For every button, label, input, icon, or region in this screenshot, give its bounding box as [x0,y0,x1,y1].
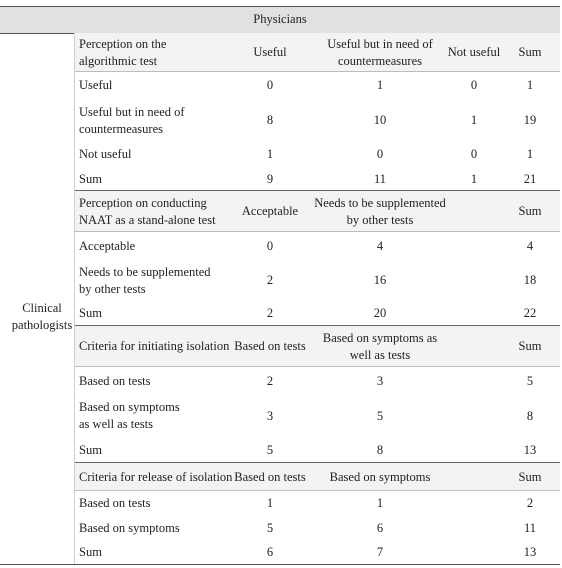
row-label: Sum [79,544,102,559]
table-cell: 19 [523,113,537,127]
header-rule [75,366,560,367]
column-header: Not useful [447,45,501,59]
table-cell: 8 [376,442,384,457]
table-cell: 2 [266,306,274,320]
column-header: Based on tests [234,339,306,353]
table-header [0,6,560,34]
section-header-label: Criteria for release of isolation [79,469,233,484]
table-cell: 0 [266,238,274,253]
row-label: Acceptable [79,238,136,253]
row-label: Based on tests [79,496,151,510]
table-cell: 1 [470,113,478,127]
table-cell: 8 [526,408,534,423]
section-header-label: Perception on the algorithmic test [79,36,167,68]
row-label: Sum [79,171,102,186]
table-cell: 0 [470,78,478,92]
table-cell: 5 [266,520,274,535]
table-cell: 2 [266,373,274,388]
table-cell: 5 [266,442,274,457]
table-cell: 16 [373,273,387,287]
table-cell: 18 [523,273,537,287]
section-rule [75,325,560,326]
section-rule [75,462,560,463]
table-cell: 1 [376,78,384,92]
column-header: Based on symptoms as well as tests [322,330,438,362]
table-cell: 11 [373,171,387,186]
table-cell: 8 [266,113,274,127]
column-header: Sum [518,469,542,484]
table-cell: 1 [266,496,274,510]
row-label: Based on tests [79,373,151,388]
clinical-pathologists-label: Clinical pathologists [11,301,73,332]
table-cell: 6 [376,520,384,535]
table-cell: 4 [526,238,534,253]
column-header: Useful [253,45,287,59]
table-cell: 5 [526,373,534,388]
column-header: Useful but in need of countermeasures [327,36,433,68]
table-cell: 10 [373,113,387,127]
table-cell: 1 [266,147,274,161]
row-label: Sum [79,306,102,320]
table-cell: 2 [526,496,534,510]
table-cell: 3 [266,408,274,423]
section-rule [75,190,560,191]
row-label: Useful [79,78,113,92]
row-label: Based on symptoms [79,520,180,535]
physicians-header: Physicians [253,12,307,26]
header-rule [75,231,560,232]
section-header-label: Perception on conducting NAAT as a stand-alone test [79,195,216,227]
column-header: Sum [518,45,542,59]
table-cell: 20 [373,306,387,320]
column-header: Needs to be supplemented by other tests [314,195,446,227]
table-cell: 21 [523,171,537,186]
table-cell: 11 [523,520,537,535]
table-cell: 22 [523,306,537,320]
table-cell: 3 [376,373,384,388]
table-cell: 0 [376,147,384,161]
section-header-label: Criteria for initiating isolation [79,339,230,353]
row-label: Useful but in need of countermeasures [79,104,185,136]
row-label: Sum [79,442,102,457]
table-cell: 13 [523,544,537,559]
row-label: Needs to be supplemented by other tests [79,264,211,296]
row-label: Based on symptoms as well as tests [79,400,180,431]
row-label: Not useful [79,147,132,161]
table-cell: 7 [376,544,384,559]
table-cell: 0 [266,78,274,92]
table-cell: 4 [376,238,384,253]
table-cell: 13 [523,442,537,457]
column-header: Sum [518,339,542,353]
table-cell: 1 [376,496,384,510]
column-header: Acceptable [241,204,299,218]
column-header: Based on symptoms [329,469,431,484]
table-cell: 0 [470,147,478,161]
table-cell: 2 [266,273,274,287]
bottom-rule [0,564,560,565]
table-cell: 1 [470,171,478,186]
column-header: Based on tests [234,469,306,484]
table-cell: 1 [526,147,534,161]
table-cell: 5 [376,408,384,423]
table-cell: 1 [526,78,534,92]
table-cell: 6 [266,544,274,559]
header-rule [75,490,560,491]
table-cell: 9 [266,171,274,186]
header-rule [75,71,560,72]
column-header: Sum [518,204,542,218]
